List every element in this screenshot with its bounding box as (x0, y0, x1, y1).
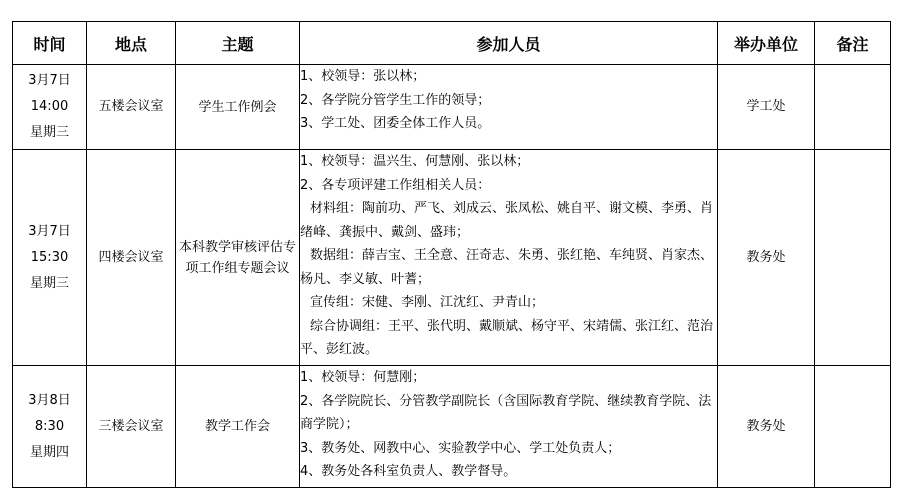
attendee-line: 宣传组：宋健、李刚、江沈红、尹青山； (310, 295, 545, 310)
attendee-line: 2、各专项评建工作组相关人员： (300, 177, 491, 193)
attendee-line: 3、学工处、团委全体工作人员。 (300, 116, 491, 131)
header-time: 时间 (13, 22, 87, 65)
attendee-line: 3、教务处、网教中心、实验教学中心、学工处负责人； (300, 440, 621, 456)
attendee-line: 2、各学院分管学生工作的领导； (300, 92, 491, 108)
header-unit: 举办单位 (718, 22, 815, 65)
header-place: 地点 (87, 22, 176, 65)
attendee-line: 4、教务处各科室负责人、教学督导。 (300, 464, 517, 479)
meeting-schedule-table (12, 21, 891, 488)
clock-text: 14:00 (30, 99, 69, 114)
time-cell (13, 150, 87, 366)
attendee-line: 材料组：陶前功、严飞、刘成云、张凤松、姚自平、谢文模、李勇、肖绪峰、龚振中、戴剑、盛玮； (300, 201, 714, 240)
table-row (13, 150, 891, 366)
header-people: 参加人员 (300, 22, 718, 65)
topic-cell: 学生工作例会 (176, 65, 300, 150)
attendee-line: 数据组：薛吉宝、王全意、汪奇志、朱勇、张红艳、车纯贤、肖家杰、杨凡、李义敏、叶蓍； (300, 248, 714, 287)
date-text: 3月7日 (28, 223, 71, 239)
header-row (13, 22, 891, 65)
time-cell (13, 366, 87, 488)
attendee-line: 综合协调组：王平、张代明、戴顺斌、杨守平、宋靖儒、张江红、范治平、彭红波。 (300, 318, 714, 357)
place-cell: 三楼会议室 (87, 366, 176, 488)
attendee-line: 1、校领导：温兴生、何慧刚、张以林； (300, 154, 530, 169)
attendee-line: 2、各学院院长、分管教学副院长（含国际教育学院、继续教育学院、法商学院）； (300, 393, 712, 432)
topic-cell: 教学工作会 (176, 366, 300, 488)
attendee-line: 1、校领导：张以林； (300, 69, 426, 84)
note-cell (815, 65, 891, 150)
place-cell: 四楼会议室 (87, 150, 176, 366)
note-cell (815, 366, 891, 488)
unit-cell: 教务处 (718, 366, 815, 488)
unit-cell: 学工处 (718, 65, 815, 150)
time-cell (13, 65, 87, 150)
table-row (13, 65, 891, 150)
date-text: 3月8日 (28, 392, 71, 408)
header-note: 备注 (815, 22, 891, 65)
people-cell (300, 366, 718, 488)
table-row (13, 366, 891, 488)
date-text: 3月7日 (28, 73, 71, 88)
weekday-text: 星期三 (29, 125, 69, 140)
clock-text: 15:30 (30, 249, 69, 265)
people-cell (300, 65, 718, 150)
weekday-text: 星期三 (29, 275, 69, 291)
weekday-text: 星期四 (29, 444, 69, 460)
unit-cell: 教务处 (718, 150, 815, 366)
attendee-line: 1、校领导：何慧刚； (300, 370, 426, 385)
place-cell: 五楼会议室 (87, 65, 176, 150)
topic-cell: 本科教学审核评估专项工作组专题会议 (176, 150, 300, 366)
note-cell (815, 150, 891, 366)
people-cell (300, 150, 718, 366)
header-topic: 主题 (176, 22, 300, 65)
clock-text: 8:30 (34, 418, 65, 434)
